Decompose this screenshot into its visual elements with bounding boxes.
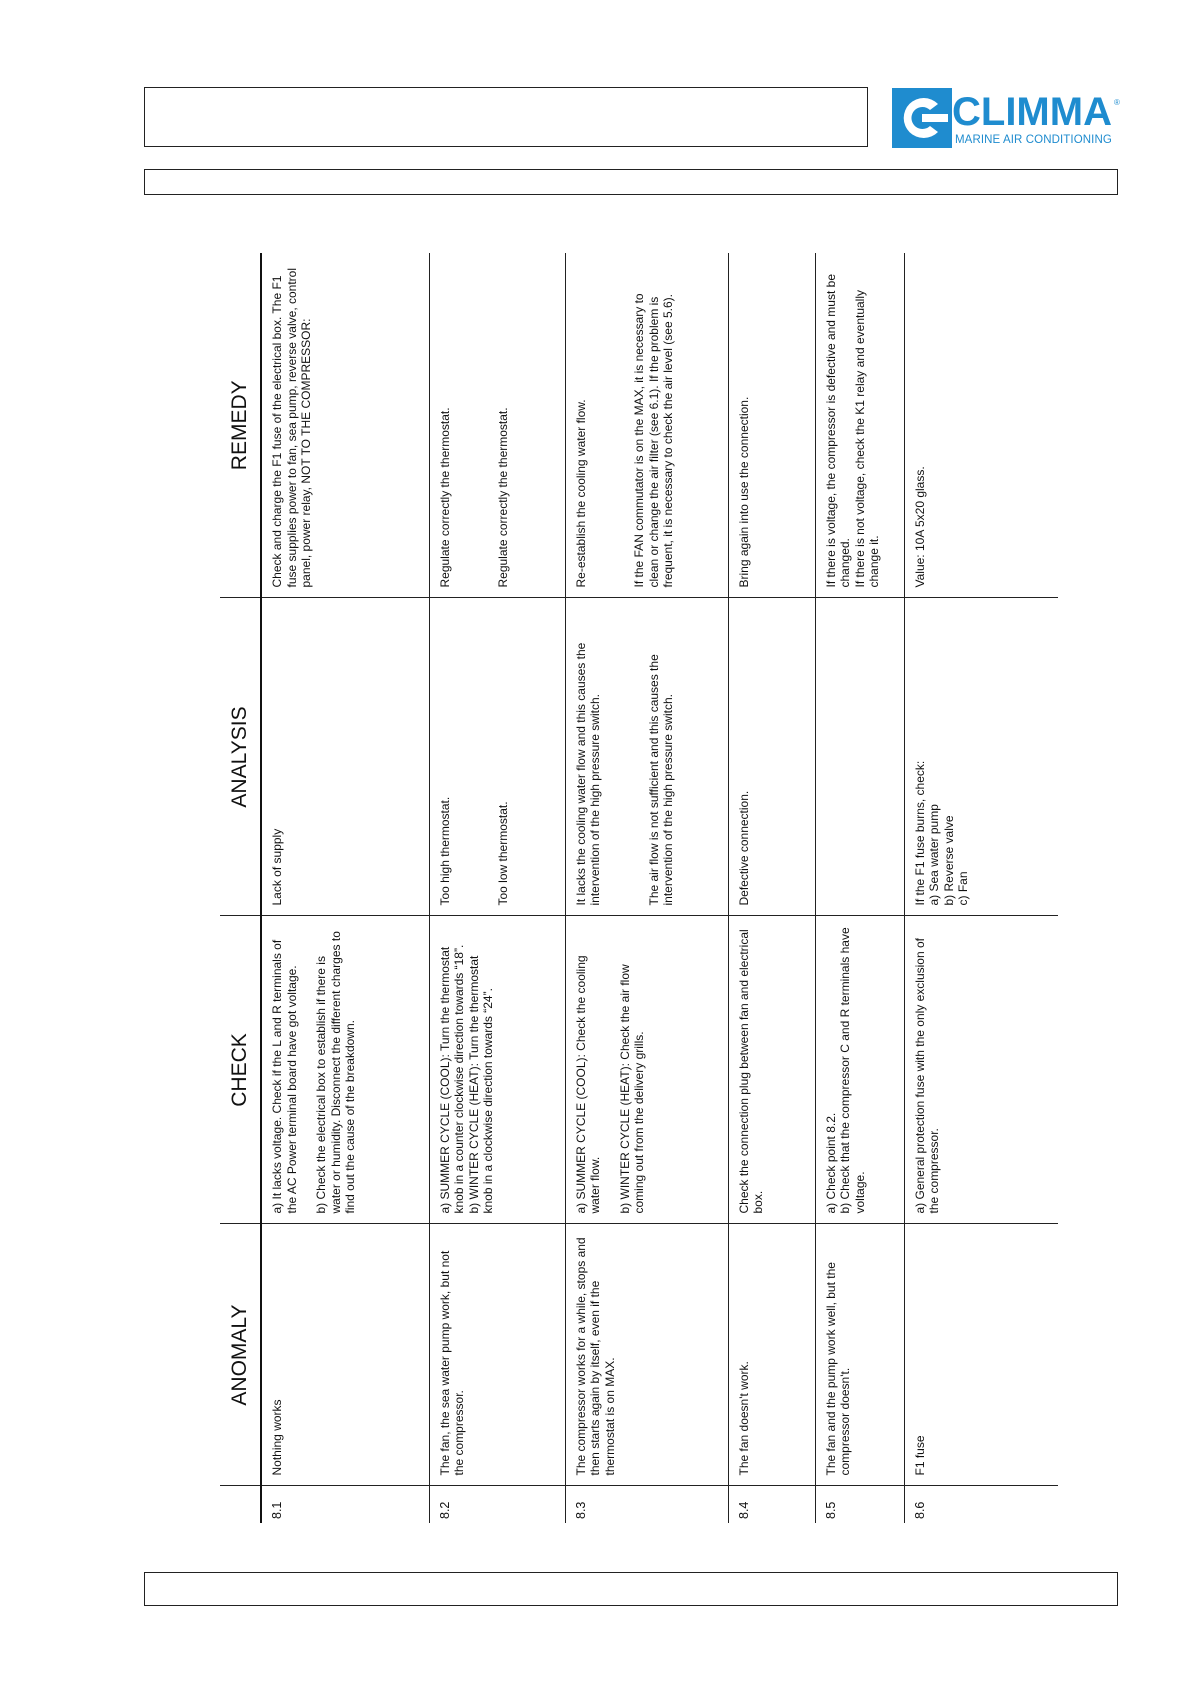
analysis-text: Too low thermostat.	[496, 801, 511, 906]
header-check: CHECK	[220, 916, 261, 1224]
troubleshooting-table	[220, 253, 1058, 1523]
remedy-cell	[904, 253, 1058, 598]
troubleshooting-table-rotated	[220, 253, 1060, 1523]
anomaly-cell: The fan doesn't work.	[728, 1224, 815, 1486]
analysis-text: Defective connection.	[736, 790, 751, 906]
check-cell	[904, 916, 1058, 1224]
analysis-text: It lacks the cooling water flow and this causes the intervention of the high pressure switch.	[573, 642, 603, 906]
remedy-text: If the FAN commutator is on the MAX, it is necessary to clean or change the air filter (see 6.1). If the problem is frequent, it is necessary to check the air level (see 5.6).	[632, 293, 676, 588]
check-text: Check the connection plug between fan and electrical box.	[736, 929, 766, 1214]
remedy-text: Bring again into use the connection.	[736, 396, 751, 588]
check-cell	[429, 916, 565, 1224]
remedy-cell	[815, 253, 904, 598]
analysis-text: Lack of supply	[270, 828, 284, 906]
header-anomaly: ANOMALY	[220, 1224, 261, 1486]
table-row	[815, 253, 904, 1523]
analysis-cell	[904, 598, 1058, 916]
climma-logo-icon	[892, 88, 952, 148]
remedy-text: If there is voltage, the compressor is defective and must be changed. If there is not voltage, check the K1 relay and eventually change it.	[823, 274, 882, 588]
logo-brand-text: CLIMMA	[952, 90, 1112, 134]
table-row	[261, 253, 429, 1523]
check-cell	[815, 916, 904, 1224]
footer-box	[144, 1572, 1118, 1606]
anomaly-cell: The fan and the pump work well, but the compressor doesn't.	[815, 1224, 904, 1486]
analysis-cell	[565, 598, 728, 916]
header-number	[220, 1486, 261, 1523]
analysis-cell	[429, 598, 565, 916]
remedy-text: Value: 10A 5x20 glass.	[912, 466, 927, 588]
remedy-text: Re-establish the cooling water flow.	[573, 399, 588, 588]
header-remedy: REMEDY	[220, 253, 261, 598]
table-row	[565, 253, 728, 1523]
row-number: 8.5	[815, 1486, 904, 1523]
analysis-text: The air flow is not sufficient and this causes the intervention of the high pressure switch.	[646, 654, 676, 906]
logo-registered-mark: ®	[1114, 98, 1120, 107]
analysis-cell	[815, 598, 904, 916]
row-number: 8.1	[261, 1486, 429, 1523]
remedy-text: Regulate correctly the thermostat.	[437, 407, 452, 588]
check-cell	[565, 916, 728, 1224]
analysis-cell	[261, 598, 429, 916]
subheader-box	[144, 169, 1118, 195]
remedy-text: Check and charge the F1 fuse of the electrical box. The F1 fuse supplies power to fan, sea pump, reverse valve, control panel, power relay, NOT TO THE COMPRESSOR:	[270, 268, 314, 588]
climma-logo	[892, 88, 1120, 148]
analysis-text: If the F1 fuse burns, check: a) Sea water pump b) Reverse valve c) Fan	[912, 760, 971, 906]
remedy-cell	[565, 253, 728, 598]
check-cell	[261, 916, 429, 1224]
row-number: 8.3	[565, 1486, 728, 1523]
check-text: b) WINTER CYCLE (HEAT): Check the air flow coming out from the delivery grills.	[617, 964, 647, 1214]
remedy-text: Regulate correctly the thermostat.	[496, 407, 511, 588]
row-number: 8.2	[429, 1486, 565, 1523]
anomaly-cell: The compressor works for a while, stops and then starts again by itself, even if the thermostat is on MAX.	[565, 1224, 728, 1486]
anomaly-cell: The fan, the sea water pump work, but not the compressor.	[429, 1224, 565, 1486]
table-header-row	[220, 253, 261, 1523]
remedy-cell	[261, 253, 429, 598]
header-analysis: ANALYSIS	[220, 598, 261, 916]
analysis-text: Too high thermostat.	[437, 796, 452, 906]
check-text: a) It lacks voltage. Check if the L and R terminals of the AC Power terminal board have got voltage.	[270, 939, 299, 1214]
table-row	[728, 253, 815, 1523]
remedy-cell	[429, 253, 565, 598]
row-number: 8.4	[728, 1486, 815, 1523]
check-text: a) SUMMER CYCLE (COOL): Check the cooling water flow.	[573, 955, 603, 1214]
table-row	[904, 253, 1058, 1523]
check-text: a) General protection fuse with the only exclusion of the compressor.	[912, 938, 942, 1214]
check-text: a) Check point 8.2. b) Check that the compressor C and R terminals have voltage.	[823, 927, 867, 1214]
row-number: 8.6	[904, 1486, 1058, 1523]
check-cell	[728, 916, 815, 1224]
anomaly-cell: Nothing works	[261, 1224, 429, 1486]
logo-tagline: MARINE AIR CONDITIONING	[955, 134, 1112, 146]
analysis-cell	[728, 598, 815, 916]
anomaly-cell: F1 fuse	[904, 1224, 1058, 1486]
table-row	[429, 253, 565, 1523]
check-text: b) Check the electrical box to establish if there is water or humidity. Disconnect the different charges to find out the cause of the breakdown.	[314, 931, 358, 1214]
header-box	[144, 87, 868, 147]
check-text: a) SUMMER CYCLE (COOL): Turn the thermostat knob in a counter clockwise direction towards “18”. b) WINTER CYCLE (HEAT): Turn the thermostat knob in a clockwise direction towards “24”.	[437, 944, 496, 1214]
remedy-cell	[728, 253, 815, 598]
